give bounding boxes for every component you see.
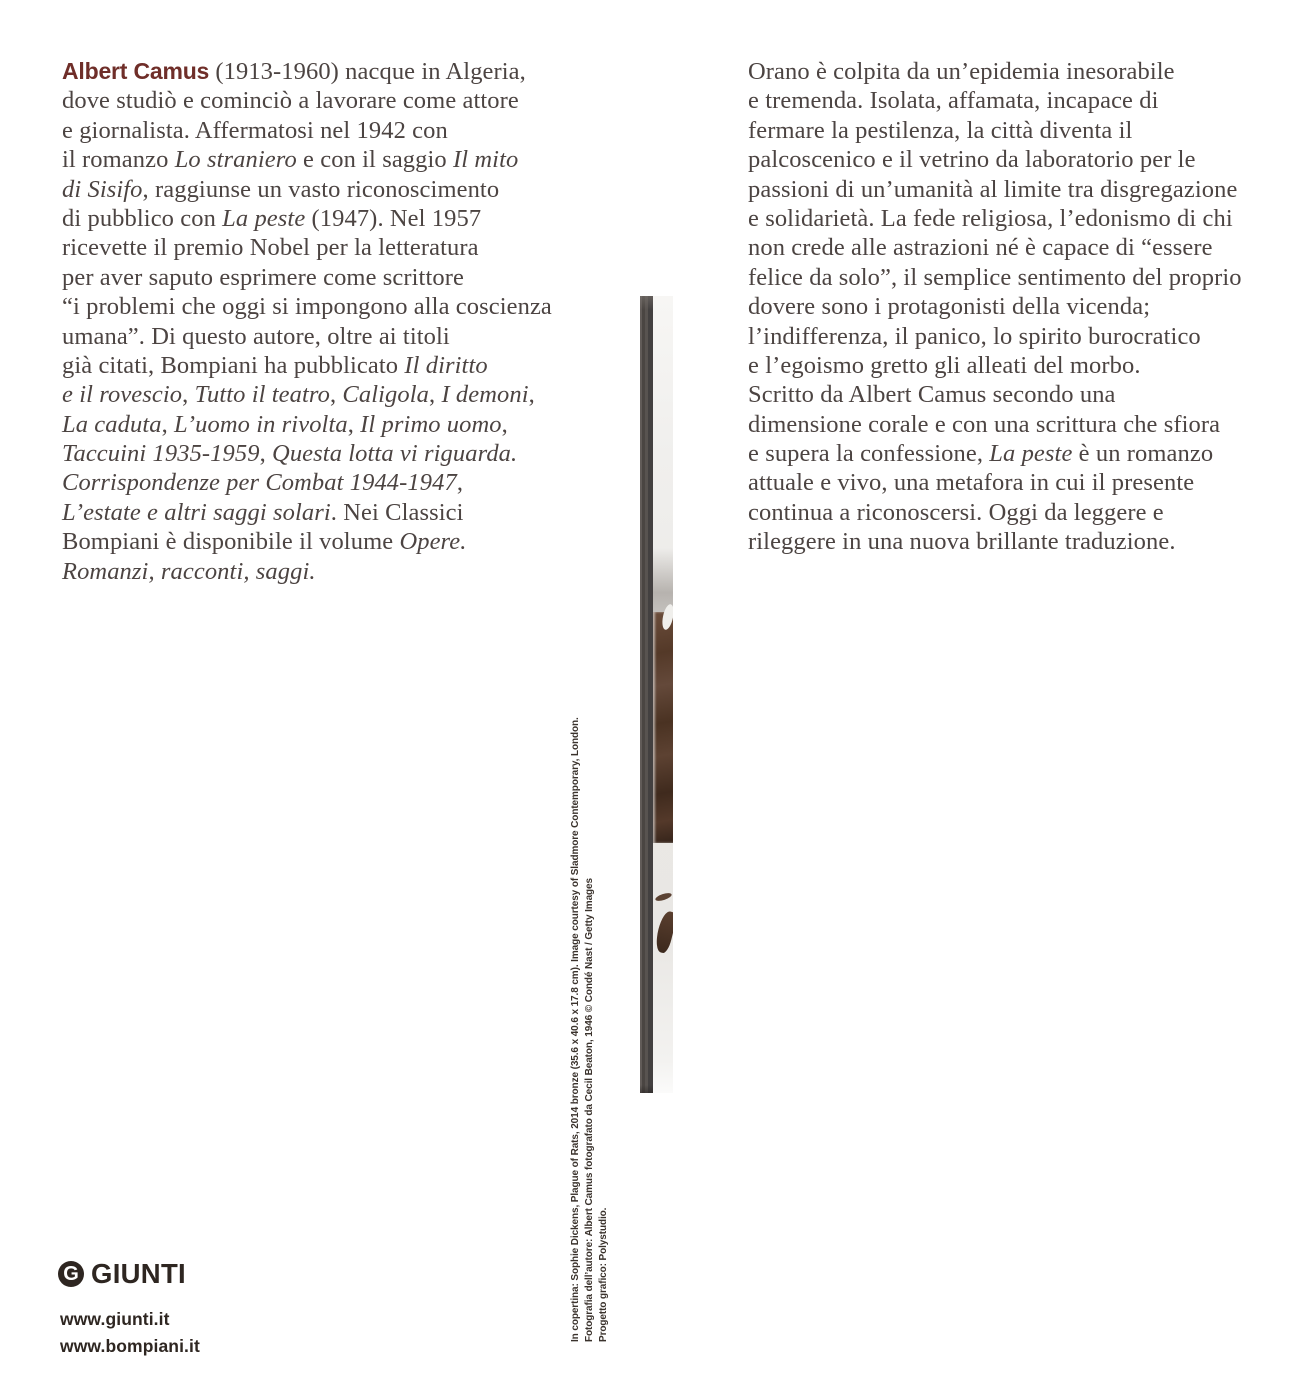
- text-segment: per aver saputo esprimere come scrittore: [62, 263, 464, 291]
- spine-fold-shading: [640, 296, 653, 1093]
- text-segment: l’indifferenza, il panico, lo spirito burocratico: [748, 322, 1201, 350]
- text-segment: ,: [182, 381, 195, 409]
- text-segment: Opere.: [399, 528, 467, 556]
- text-segment: continua a riconoscersi. Oggi da leggere e: [748, 498, 1164, 526]
- text-segment: ,: [501, 410, 508, 438]
- text-segment: e il rovescio: [62, 381, 183, 409]
- text-segment: Il diritto: [404, 351, 488, 379]
- text-segment: La caduta: [62, 410, 162, 438]
- text-line: [62, 468, 552, 497]
- text-segment: non crede alle astrazioni né è capace di “essere: [748, 234, 1213, 262]
- text-segment: Lo straniero: [174, 146, 297, 174]
- text-line: [748, 439, 1242, 468]
- text-line: [748, 351, 1242, 380]
- text-segment: L’uomo in rivolta: [174, 410, 348, 438]
- text-line: [748, 175, 1242, 204]
- text-segment: L’estate e altri saggi solari: [62, 498, 331, 526]
- text-line: [62, 351, 552, 380]
- text-segment: ,: [329, 381, 343, 409]
- text-line: [748, 527, 1242, 556]
- text-segment: e solidarietà. La fede religiosa, l’edonismo di chi: [748, 204, 1233, 232]
- text-line: [748, 322, 1242, 351]
- cover-photo-sliver: [653, 296, 673, 1093]
- text-segment: e tremenda. Isolata, affamata, incapace di: [748, 87, 1159, 115]
- text-line: [62, 116, 552, 145]
- text-segment: La peste: [989, 440, 1073, 468]
- bronze-sculpture-fragment: [653, 612, 673, 843]
- photo-shadow-band: [653, 548, 673, 612]
- text-line: [62, 439, 552, 468]
- text-line: [62, 145, 552, 174]
- text-segment: ,: [528, 381, 535, 409]
- author-bio-column: [62, 57, 552, 586]
- text-segment: ricevette il premio Nobel per la letteratura: [62, 234, 479, 262]
- giunti-logo-text: GIUNTI: [91, 1258, 186, 1289]
- sculpture-paw-fragment: [653, 910, 673, 954]
- publisher-url: www.bompiani.it: [60, 1336, 200, 1356]
- text-segment: Il mito: [452, 146, 519, 174]
- text-line: [748, 145, 1242, 174]
- text-segment: di pubblico con: [62, 204, 223, 232]
- giunti-logo-letter: G: [63, 1262, 79, 1285]
- text-segment: umana”. Di questo autore, oltre ai titoli: [62, 322, 450, 350]
- publisher-url: www.giunti.it: [60, 1309, 170, 1329]
- text-segment: Scritto da Albert Camus secondo una: [748, 381, 1116, 409]
- text-segment: dovere sono i protagonisti della vicenda;: [748, 293, 1151, 321]
- text-line: [748, 116, 1242, 145]
- text-segment: “i problemi che oggi si impongono alla coscienza: [62, 293, 552, 321]
- text-line: [62, 175, 552, 204]
- giunti-logo: [58, 1260, 186, 1288]
- book-spine-strip: [640, 296, 673, 1093]
- text-segment: è un romanzo: [1072, 440, 1214, 468]
- text-line: [62, 380, 552, 409]
- text-segment: attuale e vivo, una metafora in cui il presente: [748, 469, 1195, 497]
- text-line: [62, 204, 552, 233]
- text-line: [62, 263, 552, 292]
- text-segment: Tutto il teatro: [194, 381, 330, 409]
- text-line: [748, 204, 1242, 233]
- text-line: [748, 86, 1242, 115]
- text-segment: (1913-1960) nacque in Algeria,: [209, 58, 526, 85]
- text-segment: rileggere in una nuova brillante traduzione.: [748, 528, 1176, 556]
- text-segment: il romanzo: [62, 146, 175, 174]
- text-segment: Orano è colpita da un’epidemia inesorabile: [748, 58, 1175, 85]
- text-segment: ,: [347, 410, 361, 438]
- text-segment: . Nei Classici: [330, 498, 464, 526]
- caption-line: Fotografia dell’autore: Albert Camus fotografato da Cecil Beaton, 1946 © Condé Nast / Getty Images: [584, 878, 595, 1342]
- text-segment: ,: [428, 381, 442, 409]
- text-segment: Corrispondenze per Combat 1944-1947: [62, 469, 457, 497]
- text-segment: palcoscenico e il vetrino da laboratorio per le: [748, 146, 1196, 174]
- publisher-urls: [60, 1306, 200, 1360]
- text-segment: La peste: [222, 204, 306, 232]
- text-line: [748, 233, 1242, 262]
- text-segment: Taccuini 1935-1959: [62, 440, 260, 468]
- text-segment: e supera la confessione,: [748, 440, 990, 468]
- caption-line: In copertina: Sophie Dickens, Plague of Rats, 2014 bronze (35.6 x 40.6 x 17.8 cm). Image courtesy of Sladmore Contemporary, London.: [570, 717, 581, 1342]
- text-segment: dove studiò e cominciò a lavorare come attore: [62, 87, 519, 115]
- text-segment: I demoni: [441, 381, 529, 409]
- text-segment: dimensione corale e con una scrittura che sfiora: [748, 410, 1221, 438]
- text-line: [62, 557, 552, 586]
- synopsis-column: [748, 57, 1242, 557]
- text-line: [62, 498, 552, 527]
- text-segment: e con il saggio: [296, 146, 453, 174]
- text-segment: e giornalista. Affermatosi nel 1942 con: [62, 116, 448, 144]
- text-segment: (1947). Nel 1957: [305, 204, 482, 232]
- text-line: [62, 322, 552, 351]
- text-segment: Caligola: [342, 381, 429, 409]
- text-line: [748, 410, 1242, 439]
- text-line: [748, 57, 1242, 86]
- photo-credits-caption: [569, 717, 611, 1342]
- text-segment: di Sisifo: [62, 175, 143, 203]
- text-segment: ,: [161, 410, 175, 438]
- text-line: [748, 498, 1242, 527]
- text-segment: ,: [259, 440, 273, 468]
- text-segment: fermare la pestilenza, la città diventa il: [748, 116, 1133, 144]
- text-line: [62, 57, 552, 86]
- text-line: [748, 263, 1242, 292]
- text-segment: Questa lotta vi riguarda.: [272, 440, 518, 468]
- text-segment: , raggiunse un vasto riconoscimento: [142, 175, 500, 203]
- text-line: [748, 468, 1242, 497]
- text-line: [62, 410, 552, 439]
- text-segment: ,: [456, 469, 464, 497]
- sculpture-tail-fragment: [654, 892, 672, 903]
- text-segment: Il primo uomo: [360, 410, 502, 438]
- giunti-logo-icon: [58, 1261, 84, 1287]
- text-line: [62, 292, 552, 321]
- text-line: [748, 292, 1242, 321]
- text-segment: Romanzi, racconti, saggi.: [62, 557, 316, 585]
- author-name: Albert Camus: [62, 58, 210, 84]
- text-segment: e l’egoismo gretto gli alleati del morbo.: [748, 351, 1141, 379]
- text-segment: già citati, Bompiani ha pubblicato: [62, 351, 405, 379]
- text-segment: felice da solo”, il semplice sentimento del proprio: [748, 263, 1242, 291]
- caption-line: Progetto grafico: Polystudio.: [598, 1207, 609, 1342]
- text-line: [62, 527, 552, 556]
- text-segment: passioni di un’umanità al limite tra disgregazione: [748, 175, 1238, 203]
- text-line: [62, 86, 552, 115]
- text-segment: Bompiani è disponibile il volume: [62, 528, 400, 556]
- text-line: [62, 233, 552, 262]
- text-line: [748, 380, 1242, 409]
